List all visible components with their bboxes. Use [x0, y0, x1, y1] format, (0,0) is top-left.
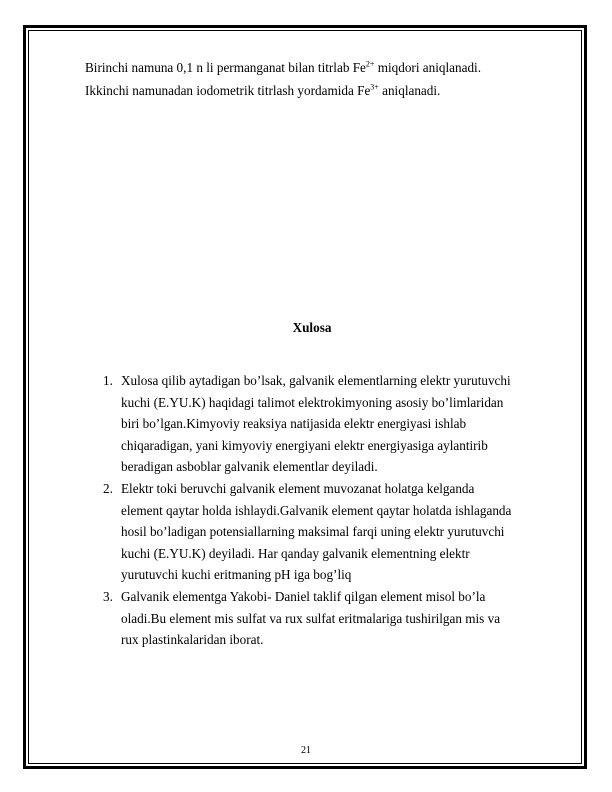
list-item-line: Elektr toki beruvchi galvanik element muvozanat holatga kelganda — [121, 480, 475, 496]
page-number: 21 — [301, 745, 311, 756]
list-item-line: Galvanik elementga Yakobi- Daniel taklif qilgan element misol bo’la — [121, 588, 486, 604]
section-heading-text: Xulosa — [292, 320, 332, 335]
list-item-line: rux plastinkalaridan iborat. — [121, 632, 264, 648]
list-item-number: 3. — [103, 588, 113, 604]
intro-line1-end: miqdori aniqlanadi. — [374, 60, 481, 75]
list-item-line: Xulosa qilib aytadigan bo’lsak, galvanik elementlarning elektr yurutuvchi — [121, 373, 511, 388]
intro-line1-text: Birinchi namuna 0,1 n li permanganat bilan titrlab Fe — [85, 60, 366, 75]
list-item-line: kuchi (E.YU.K) deyiladi. Har qanday galvanik elementning elektr — [121, 545, 470, 561]
intro-line2-end: aniqlanadi. — [378, 83, 441, 98]
intro-line2-superscript: 3+ — [370, 82, 379, 92]
intro-paragraph — [85, 56, 548, 102]
conclusion-list — [103, 370, 551, 651]
list-item-line: hosil bo’ladigan potensiallarning maksimal farqi uning elektr yurutuvchi — [121, 524, 505, 540]
list-item-line: element qaytar holda ishlaydi.Galvanik element qaytar holatda ishlaganda — [121, 502, 512, 518]
list-item-line: oladi.Bu element mis sulfat va rux sulfat eritmalariga tushirilgan mis va — [121, 610, 501, 626]
list-item-line: biri bo’lgan.Kimyoviy reaksiya natijasida elektr energiyasi ishlab — [121, 416, 467, 432]
intro-line2-text: Ikkinchi namunadan iodometrik titrlash yordamida Fe — [85, 83, 371, 98]
list-item-number: 1. — [103, 373, 113, 388]
list-item-line: kuchi (E.YU.K) haqidagi talimot elektrokimyoning asosiy bo’limlaridan — [121, 394, 504, 410]
list-item — [103, 586, 551, 651]
list-item — [103, 478, 551, 586]
intro-line1-superscript: 2+ — [365, 59, 375, 69]
section-heading — [0, 320, 612, 336]
list-item-line: beradigan asboblar galvanik elementlar deyiladi. — [121, 459, 378, 475]
list-item-line: yurutuvchi kuchi eritmaning pH iga bog’liq — [121, 567, 352, 583]
list-item-number: 2. — [103, 480, 113, 496]
list-item-line: chiqaradigan, yani kimyoviy energiyani elektr energiyasiga aylantirib — [121, 437, 488, 453]
list-item — [103, 370, 551, 478]
